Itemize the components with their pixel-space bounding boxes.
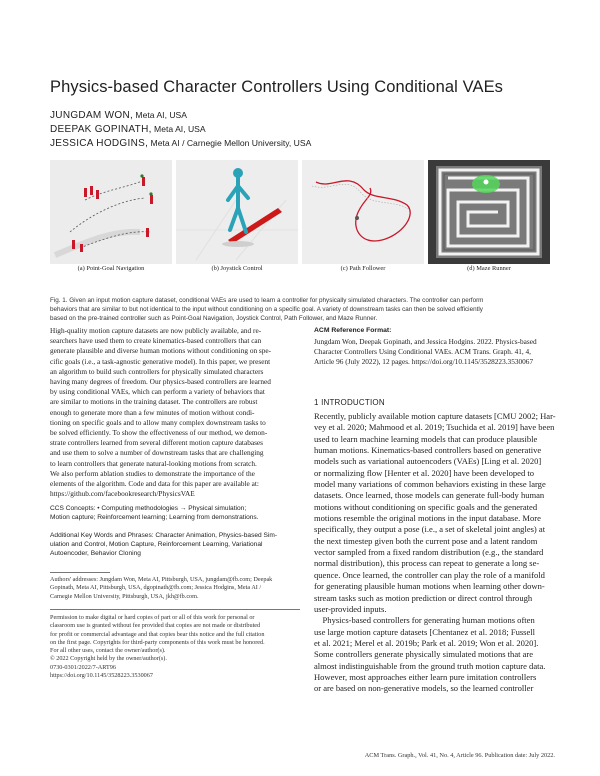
intro-line: Recently, publicly available motion capture datasets [CMU 2002; Har- <box>314 411 556 421</box>
footnote-rule <box>50 572 110 573</box>
subfigure-caption: (d) Maze Runner <box>467 265 511 272</box>
figure-caption <box>50 296 555 324</box>
abstract-line: are similar to motions in the training dataset. The controllers are robust <box>50 397 258 407</box>
paper-title: Physics-based Character Controllers Using Conditional VAEs <box>50 78 504 96</box>
path-follower-illustration <box>302 160 424 264</box>
intro-line: or are based on non-generative models, so the learned controller <box>314 683 534 694</box>
intro-line: use large motion capture datasets [Chentanez et al. 2018; Fussell <box>314 626 536 637</box>
permission-line: 0730-0301/2022/7-ART96 <box>50 663 116 671</box>
address-line: Authors' addresses: Jungdam Won, Meta AI, Pittsburgh, USA, jungdam@fb.com; Deepak <box>50 576 273 583</box>
permission-line: © 2022 Copyright held by the owner/author(s). <box>50 655 167 663</box>
address-line: Carnegie Mellon University, Pittsburgh, USA, jkh@fb.com. <box>50 592 199 600</box>
intro-line: et al. 2021; Merel et al. 2019b; Park et al. 2019; Won et al. 2020]. <box>314 637 539 648</box>
intro-line: or normalizing flow [Henter et al. 2020] have been developed to <box>314 467 535 478</box>
permission-rule <box>50 609 300 610</box>
keywords-line: Additional Key Words and Phrases: Character Animation, Physics-based Sim- <box>50 532 278 539</box>
abstract-line: cific goals (i.e., a task-agnostic generative model). In this paper, we present <box>50 356 271 366</box>
section-heading-introduction: 1 INTRODUCTION <box>314 398 385 407</box>
intro-line: used to learn machine learning models that can produce plausible <box>314 433 538 444</box>
reference-line: Character Controllers Using Conditional VAEs. ACM Trans. Graph. 41, 4, <box>314 347 532 357</box>
abstract-line: and use them to solve a number of downstream tasks that are challenging <box>50 448 264 458</box>
intro-line: user-provided inputs. <box>314 603 387 614</box>
intro-line: model many variations of common behaviors existing in these large <box>314 479 546 490</box>
keywords <box>50 531 300 558</box>
reference-line: Jungdam Won, Deepak Gopinath, and Jessica Hodgins. 2022. Physics-based <box>314 337 537 346</box>
author-affiliation: Meta AI, USA <box>151 124 206 134</box>
ccs-concepts <box>50 504 300 522</box>
author-name: DEEPAK GOPINATH, <box>50 124 152 135</box>
intro-line: stream tasks such as motion prediction or direct control through <box>314 592 533 603</box>
intro-line: vector sampled from a fixed random distribution (e.g., the standard <box>314 547 544 558</box>
author-name: JUNGDAM WON, <box>50 110 134 121</box>
permission-line: on the first page. Copyrights for third-party components of this work must be honored. <box>50 638 265 646</box>
abstract-line: tioning on specific goals and to allow many complex downstream tasks to <box>50 417 266 427</box>
author-affiliation: Meta AI, USA <box>133 110 188 120</box>
reference-line: Article 96 (July 2022), 12 pages. https://doi.org/10.1145/3528223.3530067 <box>314 357 534 367</box>
author-line <box>50 124 206 135</box>
abstract <box>50 326 300 499</box>
abstract-line: an algorithm to build such controllers for physically simulated characters <box>50 366 264 376</box>
intro-line: Physics-based controllers for generating human motions often <box>314 615 535 626</box>
abstract-line: strate controllers learned from several different motion capture databases <box>50 438 264 448</box>
authors-addresses <box>50 576 300 601</box>
permission-line: for profit or commercial advantage and that copies bear this notice and the full citation <box>50 630 265 638</box>
intro-line: almost indistinguishable from the ground truth motion capture data. <box>314 660 546 671</box>
intro-line: quence. Once learned, the controller can play the role of a manifold <box>314 569 545 580</box>
intro-line: datasets. Once learned, those models can generate full-body human <box>314 490 545 501</box>
ccs-line: Motion capture; Reinforcement learning; Learning from demonstrations. <box>50 514 259 521</box>
reference-format <box>314 337 554 368</box>
author-line <box>50 138 311 149</box>
abstract-line: elements of the algorithm. Code and data for this paper are available at: <box>50 479 259 489</box>
abstract-line: High-quality motion capture datasets are now publicly available, and re- <box>50 326 262 335</box>
intro-line: the next timestep given both the current pose and a latent random <box>314 535 538 546</box>
intro-line: specifically, they output a pose (i.e., a set of skeletal joint angles) at <box>314 524 546 535</box>
intro-line: However, most approaches either learn pure imitation controllers <box>314 671 537 682</box>
abstract-line: We also perform ablation studies to demonstrate the importance of the <box>50 468 255 478</box>
figure-panel-maze-runner <box>428 160 550 264</box>
abstract-line: by using conditional VAEs, which can perform a variety of behaviors that <box>50 387 265 397</box>
intro-line: vey et al. 2020; Mahmood et al. 2019; Tsuchida et al. 2019] have been <box>314 422 555 433</box>
subfigure-caption: (a) Point-Goal Navigation <box>77 265 145 272</box>
permission-line: classroom use is granted without fee provided that copies are not made or distributed <box>50 622 261 630</box>
abstract-line: enough to generate more than a few minutes of motion without condi- <box>50 407 255 417</box>
intro-line: human motions. Kinematics-based controllers based on generative <box>314 445 542 456</box>
joystick-illustration <box>176 160 298 264</box>
figure-caption-line: behaviors that are similar to but not identical to the input without conditioning on a specific goal. A variety of downstream tasks can then be solved efficiently <box>50 306 483 314</box>
abstract-line: https://github.com/facebookresearch/PhysicsVAE <box>50 489 195 499</box>
keywords-line: ulation and Control, Motion Capture, Reinforcement Learning, Variational <box>50 541 263 548</box>
ccs-line: CCS Concepts: • Computing methodologies → Physical simulation; <box>50 505 247 512</box>
keywords-line: Autoencoder, Behavior Cloning <box>50 550 141 557</box>
abstract-line: generate plausible and diverse human motions without conditioning on spe- <box>50 346 272 356</box>
figure-panel-point-goal <box>50 160 172 264</box>
intro-line: normal distribution), this process can repeat to generate a long se- <box>314 558 540 569</box>
permission-line: https://doi.org/10.1145/3528223.3530067 <box>50 672 153 680</box>
intro-line: models such as variational autoencoders (VAEs) [Ling et al. 2020] <box>314 456 542 467</box>
abstract-line: be solved efficiently. To show the effectiveness of our method, we demon- <box>50 428 268 438</box>
figure-panel-joystick <box>176 160 298 264</box>
abstract-line: to learn controllers that generate natural-looking motions from scratch. <box>50 458 257 468</box>
reference-heading: ACM Reference Format: <box>314 327 392 334</box>
intro-line: motions without conditioning on specific goals and the generated <box>314 501 538 512</box>
point-goal-illustration <box>50 160 172 264</box>
intro-line: motions resemble the original motions in the input database. More <box>314 513 541 524</box>
permission-line: Permission to make digital or hard copies of part or all of this work for personal or <box>50 614 255 621</box>
author-name: JESSICA HODGINS, <box>50 138 149 149</box>
abstract-line: searchers have used them to create kinematics-based controllers that can <box>50 336 262 346</box>
abstract-line: having many degrees of freedom. Our physics-based controllers are learned <box>50 377 271 387</box>
maze-runner-illustration <box>428 160 550 264</box>
page-footer: ACM Trans. Graph., Vol. 41, No. 4, Article 96. Publication date: July 2022. <box>364 752 555 759</box>
permission-line: For all other uses, contact the owner/author(s). <box>50 647 166 655</box>
subfigure-caption: (c) Path Follower <box>340 265 386 272</box>
intro-line: for generating plausible human motions when learning other down- <box>314 581 545 592</box>
author-line <box>50 110 187 121</box>
author-affiliation: Meta AI / Carnegie Mellon University, USA <box>148 138 312 148</box>
introduction-text <box>314 411 556 695</box>
permission-notice <box>50 614 300 680</box>
subfigure-caption: (b) Joystick Control <box>211 265 263 272</box>
address-line: Gopinath, Meta AI, Pittsburgh, USA, dgopinath@fb.com; Jessica Hodgins, Meta AI / <box>50 584 262 592</box>
figure-caption-line: based on the pre-trained controller such as Point-Goal Navigation, Joystick Control, Path Follower, and Maze Runner. <box>50 315 378 323</box>
intro-line: Some controllers generate physically simulated motions that are <box>314 649 534 660</box>
figure-panel-path-follower <box>302 160 424 264</box>
figure-caption-line: Fig. 1. Given an input motion capture dataset, conditional VAEs are used to learn a controller for physically simulated characters. The controller can perform <box>50 297 484 304</box>
